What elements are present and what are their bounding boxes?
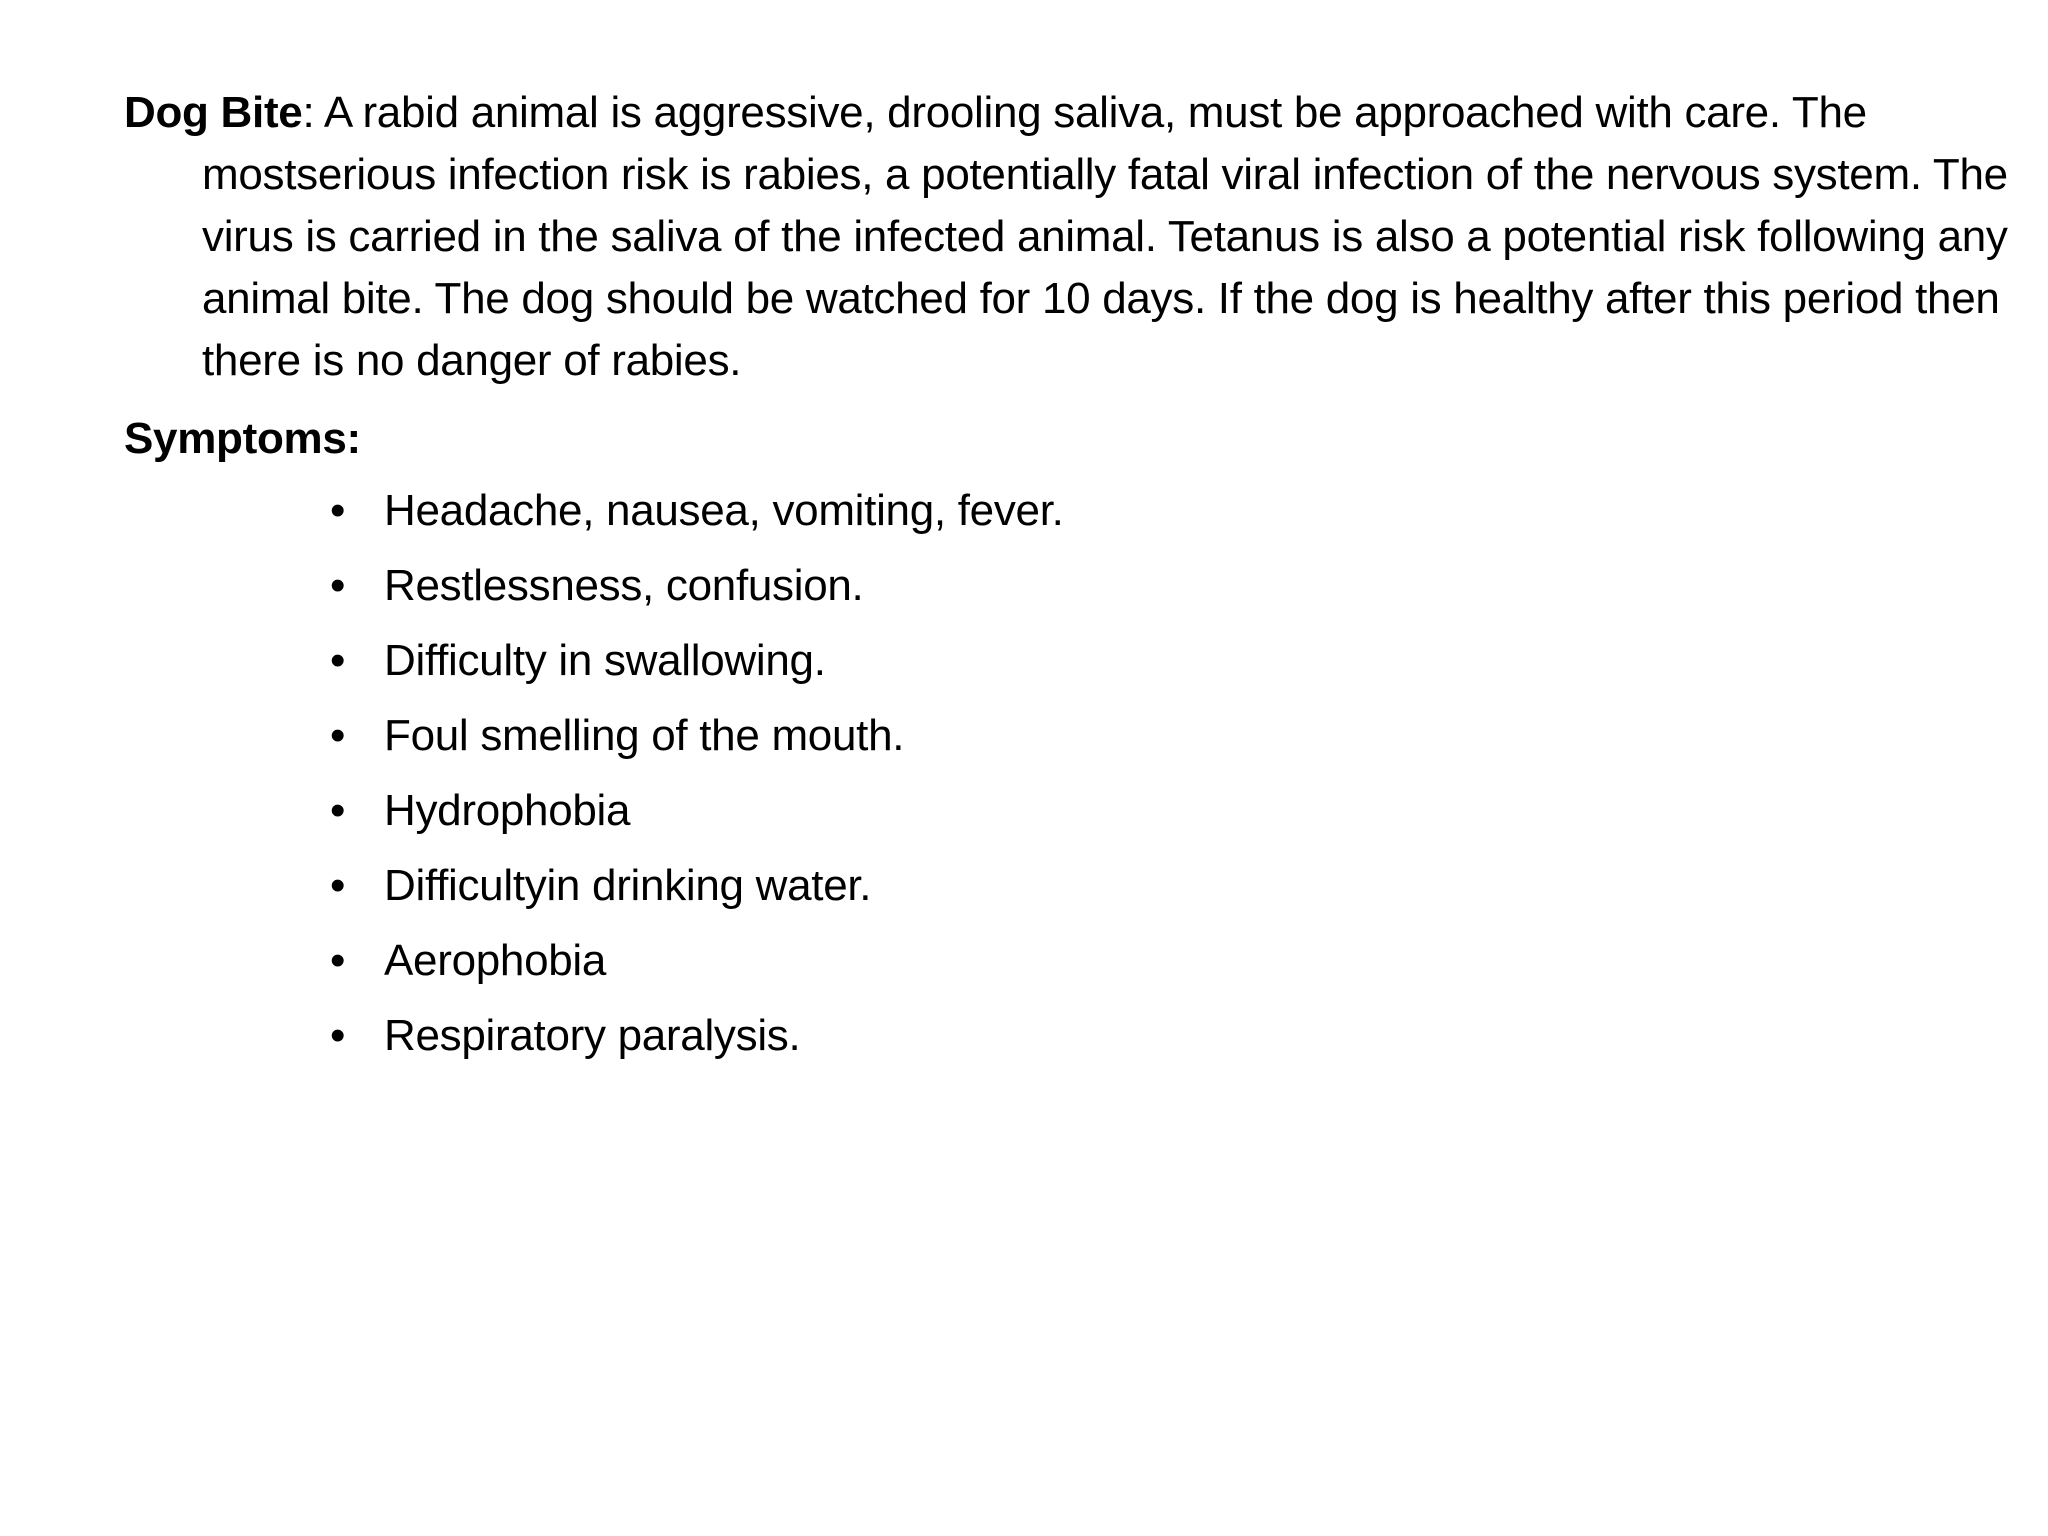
- symptom-item: [330, 780, 1064, 842]
- symptom-item: [330, 630, 1064, 692]
- symptom-text: Difficultyin drinking water.: [384, 861, 872, 910]
- symptom-text: Headache, nausea, vomiting, fever.: [384, 486, 1064, 535]
- bullet-icon: •: [330, 711, 346, 760]
- bullet-icon: •: [330, 861, 346, 910]
- symptom-text: Respiratory paralysis.: [384, 1011, 801, 1060]
- symptom-text: Hydrophobia: [384, 786, 631, 835]
- bullet-icon: •: [330, 936, 346, 985]
- symptom-item: [330, 930, 1064, 992]
- symptom-text: Restlessness, confusion.: [384, 561, 864, 610]
- symptom-item: [330, 555, 1064, 617]
- symptom-text: Difficulty in swallowing.: [384, 636, 826, 685]
- dog-bite-description: : A rabid animal is aggressive, drooling saliva, must be approached with care. The mostserious infection risk is rabies, a potentially fatal viral infection of the nervous system. The virus is carried in the saliva of the infected animal. Tetanus is also a potential risk following any animal bite. The dog should be watched for 10 days. If the dog is healthy after this period then there is no danger of rabies.: [202, 88, 2008, 385]
- bullet-icon: •: [330, 561, 346, 610]
- bullet-icon: •: [330, 636, 346, 685]
- symptom-text: Aerophobia: [384, 936, 607, 985]
- symptoms-heading: Symptoms:: [124, 414, 361, 463]
- symptom-item: [330, 480, 1064, 542]
- bullet-icon: •: [330, 486, 346, 535]
- symptom-item: [330, 855, 1064, 917]
- symptom-text: Foul smelling of the mouth.: [384, 711, 905, 760]
- symptom-item: [330, 705, 1064, 767]
- bullet-icon: •: [330, 786, 346, 835]
- dog-bite-term: Dog Bite: [124, 88, 303, 137]
- symptom-item: [330, 1005, 1064, 1067]
- bullet-icon: •: [330, 1011, 346, 1060]
- dog-bite-paragraph: [124, 82, 2048, 392]
- symptom-list: [330, 480, 1064, 1080]
